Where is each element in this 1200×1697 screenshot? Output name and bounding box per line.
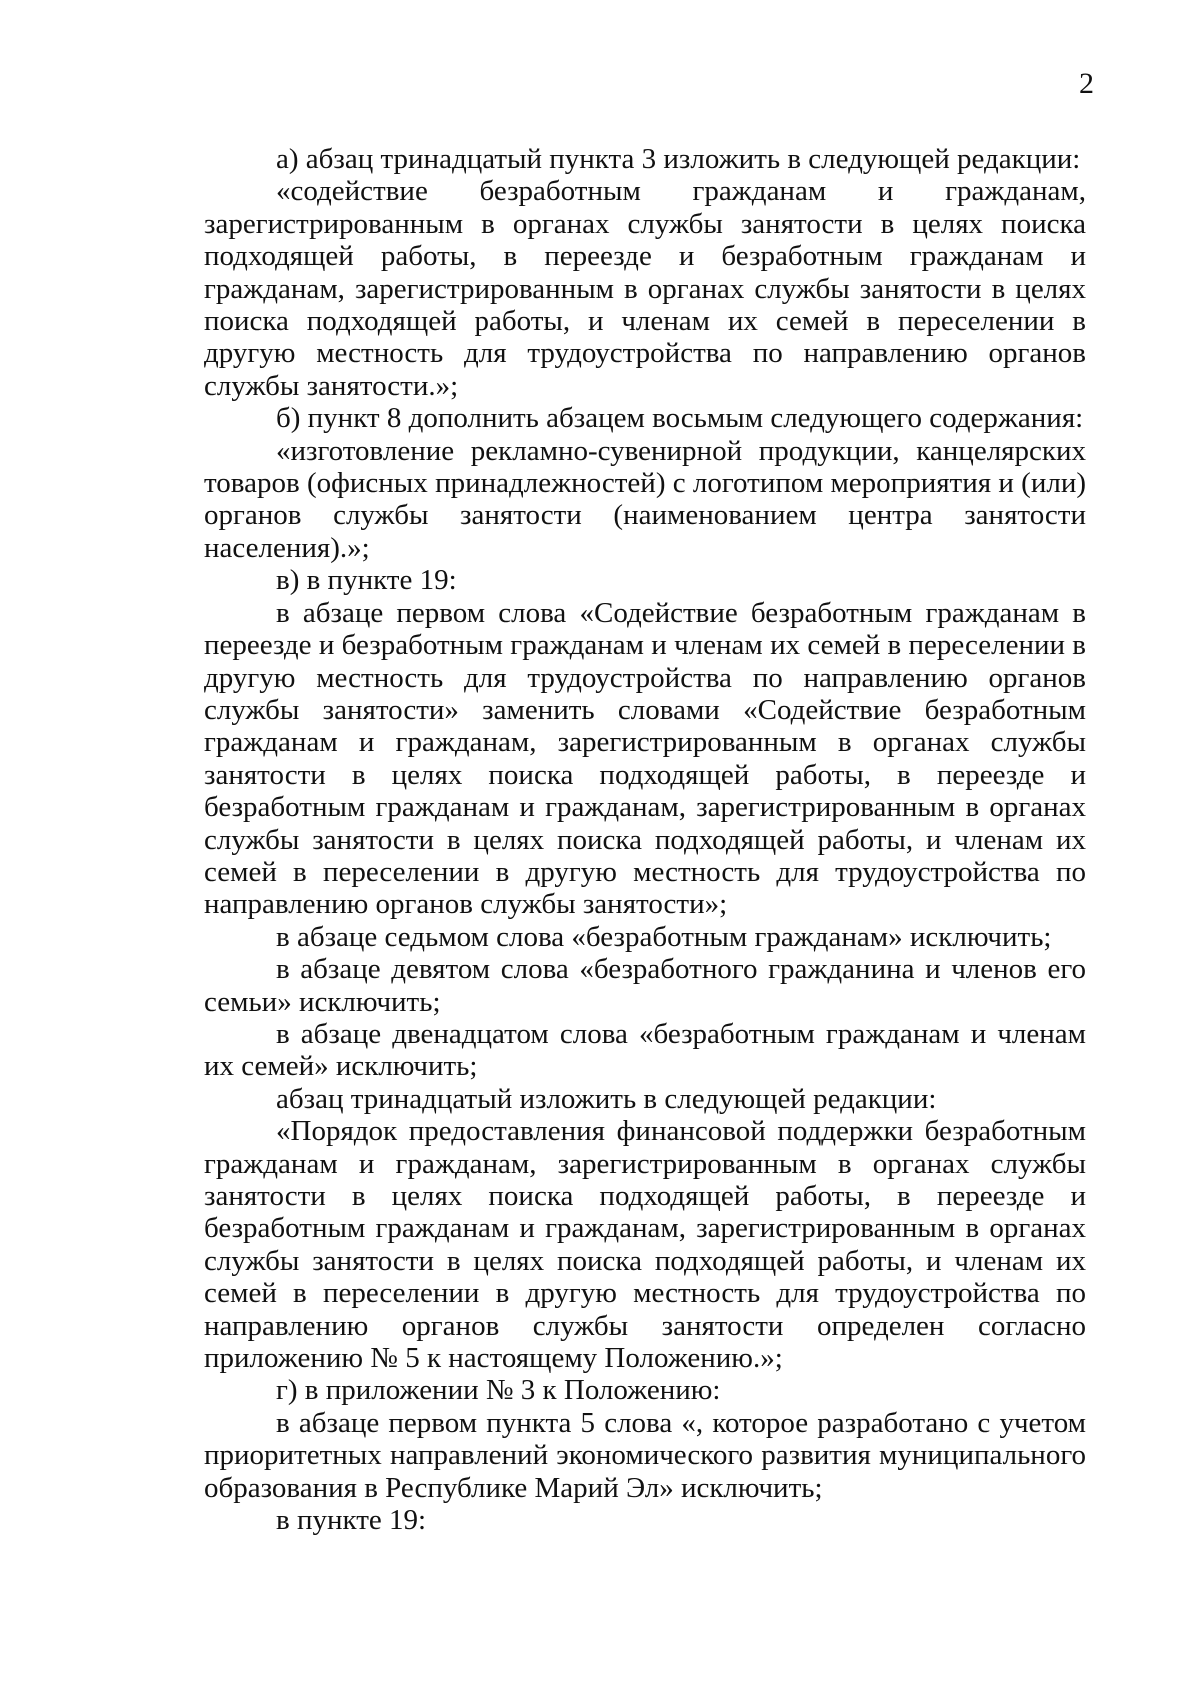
page-number: 2: [1079, 67, 1094, 100]
paragraph-amendment-v: в) в пункте 19:: [276, 564, 457, 597]
paragraph-v-seventh: в абзаце седьмом слова «безработным гражданам» исключить;: [276, 920, 1052, 953]
paragraph-quote-b: «изготовление рекламно-сувенирной продукции, канцелярских товаров (офисных принадлежностей) с логотипом мероприятия и (или) органов службы занятости (наименованием центра занятости населения).»;: [204, 434, 1086, 564]
paragraph-amendment-a: а) абзац тринадцатый пункта 3 изложить в следующей редакции:: [276, 143, 1081, 175]
paragraph-v-thirteenth: абзац тринадцатый изложить в следующей редакции:: [276, 1082, 937, 1115]
document-body: [204, 143, 1086, 1536]
paragraph-quote-v: «Порядок предоставления финансовой поддержки безработным гражданам и гражданам, зарегистрированным в органах службы занятости в целях поиска подходящей работы, в переезде и безработным гражданам и гражданам, зарегистрированным в органах службы занятости в целях поиска подходящей работы, и членам их семей в переселении в другую местность для трудоустройства по направлению органов службы занятости определен согласно приложению № 5 к настоящему Положению.»;: [204, 1115, 1086, 1375]
paragraph-quote-a: «содействие безработным гражданам и гражданам, зарегистрированным в органах службы занятости в целях поиска подходящей работы, в переезде и безработным гражданам и гражданам, зарегистрированным в органах службы занятости в целях поиска подходящей работы, и членам их семей в переселении в другую местность для трудоустройства по направлению органов службы занятости.»;: [204, 175, 1086, 402]
paragraph-amendment-b: б) пункт 8 дополнить абзацем восьмым следующего содержания:: [276, 402, 1084, 435]
paragraph-g-first: в абзаце первом пункта 5 слова «, которое разработано с учетом приоритетных направлений экономического развития муниципального образования в Республике Марий Эл» исключить;: [204, 1406, 1086, 1504]
paragraph-amendment-g: г) в приложении № 3 к Положению:: [276, 1374, 721, 1407]
paragraph-v-first: в абзаце первом слова «Содействие безработным гражданам в переезде и безработным гражданам и членам их семей в переселении в другую местность для трудоустройства по направлению органов службы занятости» заменить словами «Содействие безработным гражданам и гражданам, зарегистрированным в органах службы занятости в целях поиска подходящей работы, в переезде и безработным гражданам и гражданам, зарегистрированным в органах службы занятости в целях поиска подходящей работы, и членам их семей в переселении в другую местность для трудоустройства по направлению органов службы занятости»;: [204, 596, 1086, 921]
paragraph-g-point-19: в пункте 19:: [276, 1504, 427, 1537]
paragraph-v-ninth: в абзаце девятом слова «безработного гражданина и членов его семьи» исключить;: [204, 953, 1086, 1018]
paragraph-v-twelfth: в абзаце двенадцатом слова «безработным гражданам и членам их семей» исключить;: [204, 1017, 1086, 1083]
